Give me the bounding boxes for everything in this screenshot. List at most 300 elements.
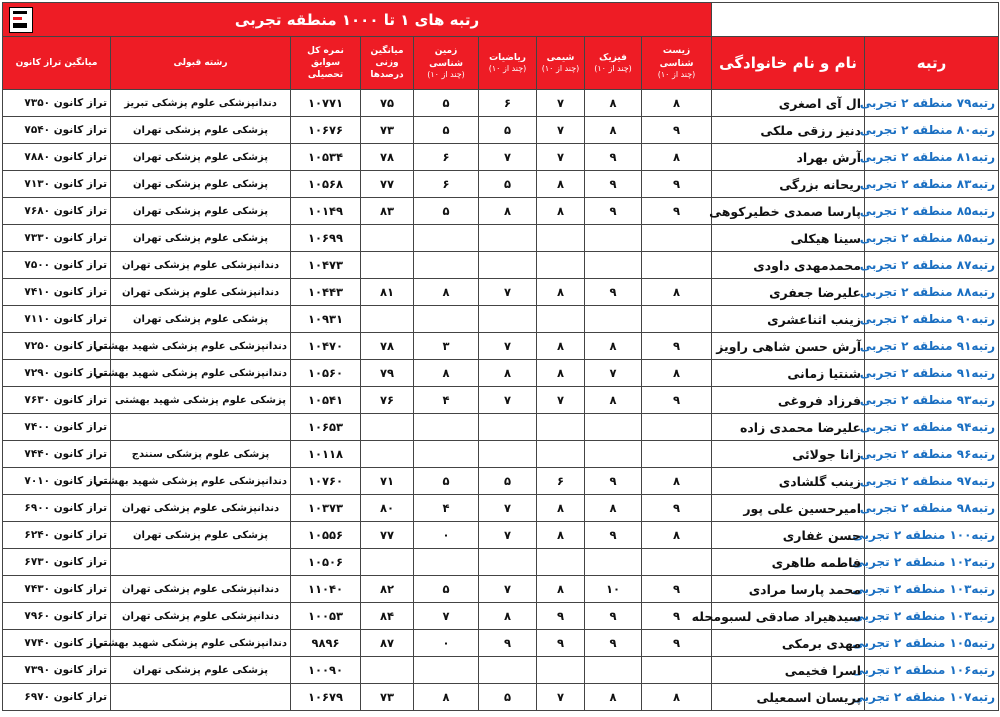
rank-cell: رتبه۸۰ منطقه ۲ تجربی	[865, 117, 999, 144]
geology-score: ۰	[414, 630, 479, 657]
major-cell: دندانپزشکی علوم پزشکی شهید بهشتی	[111, 468, 291, 495]
rank-cell: رتبه۹۶ منطقه ۲ تجربی	[865, 441, 999, 468]
header-math	[479, 37, 537, 90]
table-row	[3, 198, 999, 225]
name-cell: علیرضا محمدی زاده	[712, 414, 865, 441]
header-biology-label: زیست شناسی	[659, 46, 694, 69]
name-cell: زینب اثناعشری	[712, 306, 865, 333]
physics-score: ۹	[585, 603, 642, 630]
chemistry-score: ۷	[537, 90, 585, 117]
geology-score: ۸	[414, 279, 479, 306]
physics-score: ۱۰	[585, 576, 642, 603]
table-row	[3, 522, 999, 549]
kanoon-avg-cell: تراز کانون ۷۳۵۰	[3, 90, 111, 117]
kanoon-avg-cell: تراز کانون ۷۲۵۰	[3, 333, 111, 360]
kanoon-avg-cell: تراز کانون ۷۵۴۰	[3, 117, 111, 144]
chemistry-score: ۸	[537, 522, 585, 549]
math-score: ۸	[479, 198, 537, 225]
header-physics-unit: (چند از ۱۰)	[594, 63, 632, 73]
name-cell: حسن غفاری	[712, 522, 865, 549]
kanoon-avg-cell: تراز کانون ۷۶۸۰	[3, 198, 111, 225]
biology-score	[642, 306, 712, 333]
major-cell	[111, 549, 291, 576]
kanoon-avg-cell: تراز کانون ۷۸۸۰	[3, 144, 111, 171]
name-cell: آرش حسن شاهی راویز	[712, 333, 865, 360]
physics-score: ۹	[585, 171, 642, 198]
major-cell: پزشکی علوم پزشکی تهران	[111, 522, 291, 549]
physics-score: ۸	[585, 387, 642, 414]
rank-cell: رتبه۸۷ منطقه ۲ تجربی	[865, 252, 999, 279]
rank-cell: رتبه۹۷ منطقه ۲ تجربی	[865, 468, 999, 495]
biology-score: ۹	[642, 171, 712, 198]
header-biology	[642, 37, 712, 90]
weighted-avg-cell	[361, 252, 414, 279]
chemistry-score	[537, 252, 585, 279]
weighted-avg-cell: ۷۳	[361, 684, 414, 711]
gpa-cell: ۱۰۷۶۰	[291, 468, 361, 495]
table-row	[3, 657, 999, 684]
name-cell: سینا هیکلی	[712, 225, 865, 252]
chemistry-score: ۷	[537, 684, 585, 711]
gpa-cell: ۱۰۶۷۶	[291, 117, 361, 144]
major-cell: دندانپزشکی علوم پزشکی تهران	[111, 252, 291, 279]
name-cell: فرزاد فروغی	[712, 387, 865, 414]
physics-score: ۹	[585, 630, 642, 657]
biology-score: ۸	[642, 144, 712, 171]
math-score: ۶	[479, 90, 537, 117]
gpa-cell: ۱۰۰۵۳	[291, 603, 361, 630]
geology-score	[414, 549, 479, 576]
publisher-logo-icon	[9, 7, 33, 33]
weighted-avg-cell: ۸۰	[361, 495, 414, 522]
biology-score: ۸	[642, 684, 712, 711]
biology-score	[642, 414, 712, 441]
gpa-cell: ۱۰۱۱۸	[291, 441, 361, 468]
kanoon-avg-cell: تراز کانون ۶۲۴۰	[3, 522, 111, 549]
biology-score: ۹	[642, 495, 712, 522]
major-cell: دندانپزشکی علوم پزشکی تهران	[111, 576, 291, 603]
physics-score: ۹	[585, 522, 642, 549]
weighted-avg-cell	[361, 225, 414, 252]
table-row	[3, 171, 999, 198]
rank-cell: رتبه۸۳ منطقه ۲ تجربی	[865, 171, 999, 198]
major-cell: دندانپزشکی علوم پزشکی شهید بهشتی	[111, 630, 291, 657]
rank-cell: رتبه۹۱ منطقه ۲ تجربی	[865, 360, 999, 387]
geology-score: ۸	[414, 684, 479, 711]
kanoon-avg-cell: تراز کانون ۷۶۳۰	[3, 387, 111, 414]
gpa-cell: ۱۰۴۷۰	[291, 333, 361, 360]
biology-score: ۸	[642, 90, 712, 117]
table-row	[3, 495, 999, 522]
math-score: ۷	[479, 144, 537, 171]
gpa-cell: ۱۰۶۷۹	[291, 684, 361, 711]
gpa-cell: ۱۰۴۴۳	[291, 279, 361, 306]
name-cell: علیرضا جعفری	[712, 279, 865, 306]
header-math-label: ریاضیات	[489, 52, 526, 63]
weighted-avg-cell: ۷۷	[361, 522, 414, 549]
table-row	[3, 468, 999, 495]
weighted-avg-cell	[361, 549, 414, 576]
math-score: ۸	[479, 603, 537, 630]
chemistry-score	[537, 306, 585, 333]
major-cell: دندانپزشکی علوم پزشکی تهران	[111, 279, 291, 306]
rank-cell: رتبه۱۰۲ منطقه ۲ تجربی	[865, 549, 999, 576]
math-score	[479, 225, 537, 252]
geology-score: ۵	[414, 468, 479, 495]
physics-score	[585, 657, 642, 684]
weighted-avg-cell: ۷۱	[361, 468, 414, 495]
chemistry-score: ۷	[537, 117, 585, 144]
math-score	[479, 441, 537, 468]
kanoon-avg-cell: تراز کانون ۷۵۰۰	[3, 252, 111, 279]
chemistry-score: ۷	[537, 144, 585, 171]
table-row	[3, 252, 999, 279]
table-row	[3, 225, 999, 252]
major-cell: دندانپزشکی علوم پزشکی تهران	[111, 495, 291, 522]
major-cell: دندانپزشکی علوم پزشکی تبریز	[111, 90, 291, 117]
table-row	[3, 333, 999, 360]
header-geology-unit: (چند از ۱۰)	[427, 69, 465, 79]
physics-score: ۸	[585, 495, 642, 522]
rank-cell: رتبه۱۰۳ منطقه ۲ تجربی	[865, 576, 999, 603]
major-cell: پزشکی علوم پزشکی تهران	[111, 117, 291, 144]
geology-score: ۷	[414, 603, 479, 630]
physics-score: ۹	[585, 279, 642, 306]
chemistry-score: ۸	[537, 171, 585, 198]
geology-score: ۴	[414, 387, 479, 414]
math-score: ۵	[479, 684, 537, 711]
chemistry-score: ۹	[537, 603, 585, 630]
chemistry-score: ۶	[537, 468, 585, 495]
name-cell: ریحانه بزرگی	[712, 171, 865, 198]
weighted-avg-cell: ۸۲	[361, 576, 414, 603]
chemistry-score	[537, 225, 585, 252]
weighted-avg-cell: ۷۵	[361, 90, 414, 117]
physics-score: ۸	[585, 684, 642, 711]
math-score: ۷	[479, 279, 537, 306]
name-cell: سیدهیراد صادقی لسبومحله	[712, 603, 865, 630]
chemistry-score: ۹	[537, 630, 585, 657]
gpa-cell: ۱۱۰۴۰	[291, 576, 361, 603]
math-score: ۸	[479, 360, 537, 387]
biology-score	[642, 441, 712, 468]
chemistry-score: ۸	[537, 495, 585, 522]
table-row	[3, 441, 999, 468]
header-geology-label: زمین شناسی	[429, 46, 463, 69]
rank-table	[2, 2, 999, 711]
major-cell: پزشکی علوم پزشکی شهید بهشتی	[111, 387, 291, 414]
rank-cell: رتبه۱۰۵ منطقه ۲ تجربی	[865, 630, 999, 657]
gpa-cell: ۱۰۵۵۶	[291, 522, 361, 549]
weighted-avg-cell	[361, 306, 414, 333]
math-score	[479, 549, 537, 576]
physics-score	[585, 306, 642, 333]
geology-score: ۵	[414, 198, 479, 225]
chemistry-score: ۸	[537, 576, 585, 603]
gpa-cell: ۱۰۵۳۴	[291, 144, 361, 171]
major-cell: دندانپزشکی علوم پزشکی تهران	[111, 603, 291, 630]
rank-cell: رتبه۱۰۳ منطقه ۲ تجربی	[865, 603, 999, 630]
name-cell: شنتیا زمانی	[712, 360, 865, 387]
header-chemistry-label: شیمی	[546, 52, 575, 63]
gpa-cell: ۱۰۴۷۳	[291, 252, 361, 279]
major-cell: پزشکی علوم پزشکی تهران	[111, 306, 291, 333]
physics-score	[585, 549, 642, 576]
gpa-cell: ۹۸۹۶	[291, 630, 361, 657]
biology-score: ۹	[642, 387, 712, 414]
rank-cell: رتبه۷۹ منطقه ۲ تجربی	[865, 90, 999, 117]
rank-cell: رتبه۸۱ منطقه ۲ تجربی	[865, 144, 999, 171]
weighted-avg-cell	[361, 441, 414, 468]
gpa-cell: ۱۰۳۷۳	[291, 495, 361, 522]
major-cell: پزشکی علوم پزشکی تهران	[111, 198, 291, 225]
rank-cell: رتبه۸۵ منطقه ۲ تجربی	[865, 225, 999, 252]
biology-score: ۹	[642, 630, 712, 657]
kanoon-avg-cell: تراز کانون ۶۹۷۰	[3, 684, 111, 711]
chemistry-score: ۷	[537, 387, 585, 414]
math-score: ۷	[479, 387, 537, 414]
physics-score	[585, 441, 642, 468]
table-row	[3, 387, 999, 414]
table-row	[3, 414, 999, 441]
biology-score: ۹	[642, 576, 712, 603]
geology-score: ۵	[414, 90, 479, 117]
table-title-bar	[3, 3, 712, 37]
kanoon-avg-cell: تراز کانون ۷۴۰۰	[3, 414, 111, 441]
kanoon-avg-cell: تراز کانون ۷۳۹۰	[3, 657, 111, 684]
chemistry-score	[537, 657, 585, 684]
math-score	[479, 252, 537, 279]
kanoon-avg-cell: تراز کانون ۶۷۳۰	[3, 549, 111, 576]
name-cell: فاطمه طاهری	[712, 549, 865, 576]
biology-score: ۸	[642, 522, 712, 549]
gpa-cell: ۱۰۵۶۸	[291, 171, 361, 198]
weighted-avg-cell: ۸۴	[361, 603, 414, 630]
table-row	[3, 360, 999, 387]
name-cell: زانا جولائی	[712, 441, 865, 468]
gpa-cell: ۱۰۷۷۱	[291, 90, 361, 117]
gpa-cell: ۱۰۶۹۹	[291, 225, 361, 252]
name-cell: اسرا فخیمی	[712, 657, 865, 684]
math-score	[479, 306, 537, 333]
weighted-avg-cell: ۷۷	[361, 171, 414, 198]
kanoon-avg-cell: تراز کانون ۷۴۴۰	[3, 441, 111, 468]
weighted-avg-cell: ۷۸	[361, 144, 414, 171]
geology-score	[414, 306, 479, 333]
header-major: رشته قبولی	[111, 37, 291, 90]
chemistry-score: ۸	[537, 333, 585, 360]
physics-score: ۹	[585, 468, 642, 495]
gpa-cell: ۱۰۵۶۰	[291, 360, 361, 387]
biology-score: ۸	[642, 468, 712, 495]
geology-score: ۶	[414, 144, 479, 171]
name-cell: امیرحسین علی پور	[712, 495, 865, 522]
rank-cell: رتبه۹۱ منطقه ۲ تجربی	[865, 333, 999, 360]
gpa-cell: ۱۰۵۴۱	[291, 387, 361, 414]
biology-score	[642, 252, 712, 279]
name-cell: ال آی اصغری	[712, 90, 865, 117]
kanoon-avg-cell: تراز کانون ۷۰۱۰	[3, 468, 111, 495]
geology-score	[414, 225, 479, 252]
physics-score	[585, 225, 642, 252]
header-geology	[414, 37, 479, 90]
name-cell: زینب گلشادی	[712, 468, 865, 495]
geology-score: ۶	[414, 171, 479, 198]
physics-score	[585, 414, 642, 441]
header-kanoon-avg: میانگین تراز کانون	[3, 37, 111, 90]
geology-score	[414, 414, 479, 441]
name-cell: محمدمهدی داودی	[712, 252, 865, 279]
header-name: نام و نام خانوادگی	[712, 37, 865, 90]
kanoon-avg-cell: تراز کانون ۷۴۳۰	[3, 576, 111, 603]
chemistry-score	[537, 414, 585, 441]
kanoon-avg-cell: تراز کانون ۷۲۹۰	[3, 360, 111, 387]
weighted-avg-cell	[361, 414, 414, 441]
geology-score: ۴	[414, 495, 479, 522]
header-physics	[585, 37, 642, 90]
kanoon-avg-cell: تراز کانون ۷۷۴۰	[3, 630, 111, 657]
kanoon-avg-cell: تراز کانون ۷۱۱۰	[3, 306, 111, 333]
header-math-unit: (چند از ۱۰)	[488, 63, 527, 73]
biology-score	[642, 225, 712, 252]
rank-cell: رتبه۹۸ منطقه ۲ تجربی	[865, 495, 999, 522]
table-row	[3, 603, 999, 630]
physics-score: ۸	[585, 117, 642, 144]
major-cell: پزشکی علوم پزشکی تهران	[111, 171, 291, 198]
chemistry-score: ۸	[537, 198, 585, 225]
major-cell: پزشکی علوم پزشکی تهران	[111, 144, 291, 171]
math-score: ۵	[479, 171, 537, 198]
geology-score: ۵	[414, 117, 479, 144]
physics-score: ۹	[585, 198, 642, 225]
major-cell: پزشکی علوم پزشکی سنندج	[111, 441, 291, 468]
weighted-avg-cell: ۸۱	[361, 279, 414, 306]
name-cell: پریسان اسمعیلی	[712, 684, 865, 711]
math-score: ۷	[479, 333, 537, 360]
math-score: ۹	[479, 630, 537, 657]
major-cell	[111, 414, 291, 441]
major-cell: پزشکی علوم پزشکی تهران	[111, 657, 291, 684]
name-cell: محمد پارسا مرادی	[712, 576, 865, 603]
kanoon-avg-cell: تراز کانون ۷۴۱۰	[3, 279, 111, 306]
rank-cell: رتبه۹۴ منطقه ۲ تجربی	[865, 414, 999, 441]
geology-score: ۳	[414, 333, 479, 360]
table-row	[3, 279, 999, 306]
geology-score: ۵	[414, 576, 479, 603]
name-cell: آرش بهراد	[712, 144, 865, 171]
gpa-cell: ۱۰۵۰۶	[291, 549, 361, 576]
table-row	[3, 576, 999, 603]
weighted-avg-cell: ۷۹	[361, 360, 414, 387]
major-cell	[111, 684, 291, 711]
weighted-avg-cell	[361, 657, 414, 684]
table-row	[3, 306, 999, 333]
biology-score: ۸	[642, 360, 712, 387]
rank-cell: رتبه۱۰۷ منطقه ۲ تجربی	[865, 684, 999, 711]
title-spacer	[712, 3, 999, 37]
math-score: ۷	[479, 576, 537, 603]
biology-score: ۹	[642, 333, 712, 360]
math-score: ۵	[479, 117, 537, 144]
table-row	[3, 549, 999, 576]
kanoon-avg-cell: تراز کانون ۶۹۰۰	[3, 495, 111, 522]
physics-score: ۹	[585, 144, 642, 171]
biology-score: ۹	[642, 117, 712, 144]
kanoon-avg-cell: تراز کانون ۷۱۳۰	[3, 171, 111, 198]
geology-score	[414, 252, 479, 279]
gpa-cell: ۱۰۱۴۹	[291, 198, 361, 225]
kanoon-avg-cell: تراز کانون ۷۳۳۰	[3, 225, 111, 252]
biology-score	[642, 549, 712, 576]
rank-cell: رتبه۸۵ منطقه ۲ تجربی	[865, 198, 999, 225]
biology-score	[642, 657, 712, 684]
chemistry-score: ۸	[537, 360, 585, 387]
header-biology-unit: (چند از ۱۰)	[657, 69, 696, 79]
table-row	[3, 630, 999, 657]
table-row	[3, 144, 999, 171]
physics-score	[585, 252, 642, 279]
physics-score: ۸	[585, 333, 642, 360]
math-score: ۷	[479, 522, 537, 549]
math-score: ۷	[479, 495, 537, 522]
math-score	[479, 414, 537, 441]
header-chemistry-unit: (چند از ۱۰)	[541, 63, 580, 73]
chemistry-score: ۸	[537, 279, 585, 306]
biology-score: ۹	[642, 198, 712, 225]
table-body	[3, 90, 999, 711]
math-score: ۵	[479, 468, 537, 495]
header-weighted-avg: میانگین وزنی درصدها	[361, 37, 414, 90]
major-cell: دندانپزشکی علوم پزشکی شهید بهشتی	[111, 333, 291, 360]
header-physics-label: فیزیک	[599, 52, 627, 63]
name-cell: مهدی برمکی	[712, 630, 865, 657]
weighted-avg-cell: ۸۳	[361, 198, 414, 225]
header-rank: رتبه	[865, 37, 999, 90]
weighted-avg-cell: ۸۷	[361, 630, 414, 657]
table-row	[3, 117, 999, 144]
header-gpa: نمره کل سوابق تحصیلی	[291, 37, 361, 90]
rank-cell: رتبه۹۰ منطقه ۲ تجربی	[865, 306, 999, 333]
major-cell: پزشکی علوم پزشکی تهران	[111, 225, 291, 252]
geology-score: ۸	[414, 360, 479, 387]
rank-cell: رتبه۸۸ منطقه ۲ تجربی	[865, 279, 999, 306]
table-row	[3, 684, 999, 711]
rank-cell: رتبه۱۰۰ منطقه ۲ تجربی	[865, 522, 999, 549]
header-chemistry	[537, 37, 585, 90]
gpa-cell: ۱۰۹۳۱	[291, 306, 361, 333]
chemistry-score	[537, 549, 585, 576]
name-cell: دنیز رزقی ملکی	[712, 117, 865, 144]
math-score	[479, 657, 537, 684]
gpa-cell: ۱۰۶۵۳	[291, 414, 361, 441]
chemistry-score	[537, 441, 585, 468]
name-cell: پارسا صمدی خطیرکوهی	[712, 198, 865, 225]
major-cell: دندانپزشکی علوم پزشکی شهید بهشتی	[111, 360, 291, 387]
geology-score	[414, 657, 479, 684]
rank-cell: رتبه۱۰۶ منطقه ۲ تجربی	[865, 657, 999, 684]
weighted-avg-cell: ۷۳	[361, 117, 414, 144]
geology-score: ۰	[414, 522, 479, 549]
kanoon-avg-cell: تراز کانون ۷۹۶۰	[3, 603, 111, 630]
page-title: رتبه های ۱ تا ۱۰۰۰ منطقه تجربی	[234, 10, 480, 29]
physics-score: ۷	[585, 360, 642, 387]
gpa-cell: ۱۰۰۹۰	[291, 657, 361, 684]
biology-score: ۹	[642, 603, 712, 630]
rank-cell: رتبه۹۳ منطقه ۲ تجربی	[865, 387, 999, 414]
physics-score: ۸	[585, 90, 642, 117]
table-row	[3, 90, 999, 117]
weighted-avg-cell: ۷۸	[361, 333, 414, 360]
